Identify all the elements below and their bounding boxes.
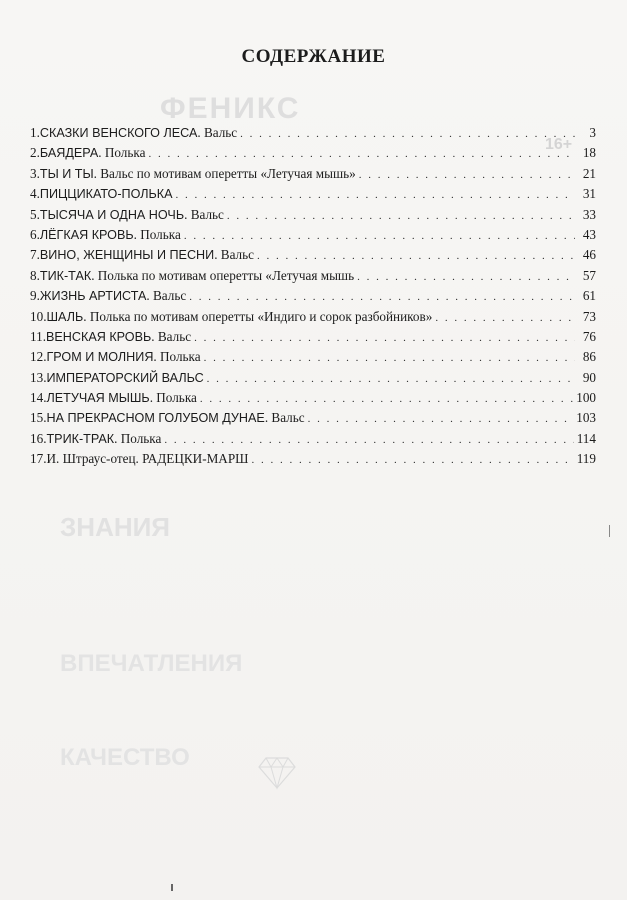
toc-entry-number: 16. bbox=[30, 430, 47, 446]
toc-entry-number: 9. bbox=[30, 288, 40, 304]
toc-page-number: 100 bbox=[576, 390, 596, 406]
toc-entry-subtitle: . Вальс bbox=[184, 206, 224, 222]
toc-entry bbox=[30, 245, 596, 265]
toc-page-number: 18 bbox=[582, 145, 596, 161]
toc-entry-title: ТЫ И ТЫ bbox=[39, 166, 94, 181]
toc-leader-dots bbox=[359, 165, 575, 185]
toc-leader-dots bbox=[184, 226, 575, 246]
toc-leader-dots bbox=[207, 369, 575, 389]
toc-entry-subtitle: . Полька bbox=[114, 430, 162, 446]
toc-entry-number: 3. bbox=[30, 165, 40, 181]
toc-leader-dots bbox=[200, 389, 573, 409]
toc-entry-subtitle: . Полька по мотивам оперетты «Индиго и сорок разбойников» bbox=[83, 308, 433, 324]
toc-entry-title: СКАЗКИ ВЕНСКОГО ЛЕСА bbox=[39, 126, 198, 140]
toc-entry-subtitle: . Вальс bbox=[151, 328, 192, 344]
toc-entry-subtitle: . Вальс bbox=[146, 288, 187, 304]
toc-entry bbox=[30, 266, 596, 286]
toc-entry bbox=[30, 307, 596, 327]
toc-page-number: 114 bbox=[576, 430, 596, 446]
toc-entry-title: ИМПЕРАТОРСКИЙ ВАЛЬС bbox=[46, 370, 204, 385]
toc-leader-dots bbox=[308, 409, 574, 429]
table-of-contents bbox=[30, 123, 596, 470]
toc-page-number: 43 bbox=[582, 226, 596, 242]
toc-page-number: 57 bbox=[582, 267, 596, 283]
toc-entry-subtitle: . Полька bbox=[133, 226, 181, 242]
toc-entry-number: 5. bbox=[30, 206, 40, 222]
toc-entry-title: ТИК-ТАК bbox=[39, 268, 92, 283]
toc-leader-dots bbox=[227, 206, 575, 226]
toc-entry bbox=[30, 205, 596, 225]
toc-entry-number: 7. bbox=[30, 247, 40, 263]
toc-entry bbox=[30, 123, 596, 143]
toc-entry-title: ШАЛЬ bbox=[46, 309, 84, 324]
bleed-through-impressions: ВПЕЧАТЛЕНИЯ bbox=[60, 650, 243, 677]
bleed-through-quality: КАЧЕСТВО bbox=[60, 744, 190, 771]
toc-entry-subtitle: . Полька bbox=[153, 349, 201, 365]
toc-entry bbox=[30, 408, 596, 428]
bleed-through-logo: ФЕНИКС bbox=[160, 92, 301, 125]
toc-entry bbox=[30, 184, 596, 204]
toc-page-number: 76 bbox=[582, 328, 596, 344]
toc-entry-number: 17. bbox=[30, 451, 47, 467]
toc-entry-subtitle: . Полька по мотивам оперетты «Летучая мышь bbox=[91, 267, 355, 283]
toc-leader-dots bbox=[251, 450, 573, 470]
toc-page-number: 21 bbox=[582, 165, 596, 181]
toc-entry-number: 11. bbox=[30, 328, 46, 344]
toc-entry-subtitle: . Полька bbox=[98, 145, 146, 161]
toc-page-number: 103 bbox=[576, 410, 596, 426]
toc-entry-number: 13. bbox=[30, 369, 47, 385]
toc-entry bbox=[30, 347, 596, 367]
bleed-through-knowledge: ЗНАНИЯ bbox=[60, 512, 170, 542]
toc-entry-title: БАЯДЕРА bbox=[39, 146, 99, 161]
toc-entry-subtitle: . Вальс bbox=[214, 247, 255, 263]
toc-leader-dots bbox=[357, 267, 575, 287]
toc-page-number: 3 bbox=[589, 125, 596, 140]
toc-entry-number: 12. bbox=[30, 349, 47, 365]
toc-entry-title: ВЕНСКАЯ КРОВЬ bbox=[46, 329, 152, 344]
toc-entry-title: ТЫСЯЧА И ОДНА НОЧЬ bbox=[39, 207, 185, 222]
toc-entry bbox=[30, 388, 596, 408]
toc-entry-title: ЛЕТУЧАЯ МЫШЬ bbox=[46, 391, 150, 406]
toc-entry bbox=[30, 429, 596, 449]
toc-entry-title: ПИЦЦИКАТО-ПОЛЬКА bbox=[39, 187, 173, 202]
toc-entry bbox=[30, 449, 596, 469]
toc-page-number: 33 bbox=[582, 206, 596, 222]
toc-entry-subtitle: . Вальс по мотивам оперетты «Летучая мышь» bbox=[93, 165, 356, 181]
toc-entry bbox=[30, 286, 596, 306]
toc-entry-title: ТРИК-ТРАК bbox=[46, 431, 115, 446]
toc-entry-number: 14. bbox=[30, 390, 47, 406]
toc-leader-dots bbox=[257, 246, 575, 266]
toc-leader-dots bbox=[164, 430, 573, 450]
toc-entry bbox=[30, 143, 596, 163]
toc-entry-number: 10. bbox=[30, 308, 47, 324]
toc-entry bbox=[30, 368, 596, 388]
toc-entry-number: 1. bbox=[30, 125, 40, 140]
toc-entry-title: ГРОМ И МОЛНИЯ bbox=[46, 350, 154, 365]
page-title: СОДЕРЖАНИЕ bbox=[241, 46, 386, 67]
toc-page-number: 86 bbox=[582, 349, 596, 365]
toc-page-number: 119 bbox=[576, 451, 596, 467]
toc-leader-dots bbox=[148, 144, 575, 164]
toc-entry-title: ВИНО, ЖЕНЩИНЫ И ПЕСНИ bbox=[39, 248, 215, 263]
toc-page-number: 46 bbox=[582, 247, 596, 263]
bleed-through-badge: 16+ bbox=[545, 136, 573, 153]
toc-entry-title: НА ПРЕКРАСНОМ ГОЛУБОМ ДУНАЕ bbox=[46, 411, 265, 426]
toc-entry-number: 6. bbox=[30, 226, 40, 242]
diamond-icon bbox=[258, 752, 296, 790]
toc-page-number: 61 bbox=[582, 288, 596, 304]
toc-entry-subtitle: . Полька bbox=[149, 390, 197, 406]
toc-leader-dots bbox=[435, 308, 575, 328]
toc-entry bbox=[30, 225, 596, 245]
toc-leader-dots bbox=[176, 185, 575, 205]
toc-leader-dots bbox=[204, 348, 575, 368]
toc-entry-subtitle: . Вальс bbox=[197, 125, 238, 140]
toc-entry bbox=[30, 164, 596, 184]
toc-page-number: 31 bbox=[582, 186, 596, 202]
toc-page-number: 90 bbox=[582, 369, 596, 385]
toc-entry-number: 15. bbox=[30, 410, 47, 426]
toc-entry-number: 8. bbox=[30, 267, 40, 283]
toc-entry-subtitle: . Вальс bbox=[264, 410, 305, 426]
toc-entry-number: 4. bbox=[30, 186, 40, 202]
toc-entry-number: 2. bbox=[30, 145, 40, 161]
toc-entry-title: ЖИЗНЬ АРТИСТА bbox=[39, 289, 147, 304]
toc-leader-dots bbox=[240, 124, 575, 144]
toc-entry bbox=[30, 327, 596, 347]
toc-leader-dots bbox=[189, 287, 575, 307]
toc-entry-title: ЛЁГКАЯ КРОВЬ bbox=[39, 227, 134, 242]
toc-leader-dots bbox=[194, 328, 575, 348]
footer-mark bbox=[171, 884, 173, 891]
toc-entry-title: И. Штраус-отец. РАДЕЦКИ-МАРШ bbox=[46, 451, 249, 467]
toc-page-number: 73 bbox=[582, 308, 596, 324]
margin-mark bbox=[609, 525, 610, 537]
